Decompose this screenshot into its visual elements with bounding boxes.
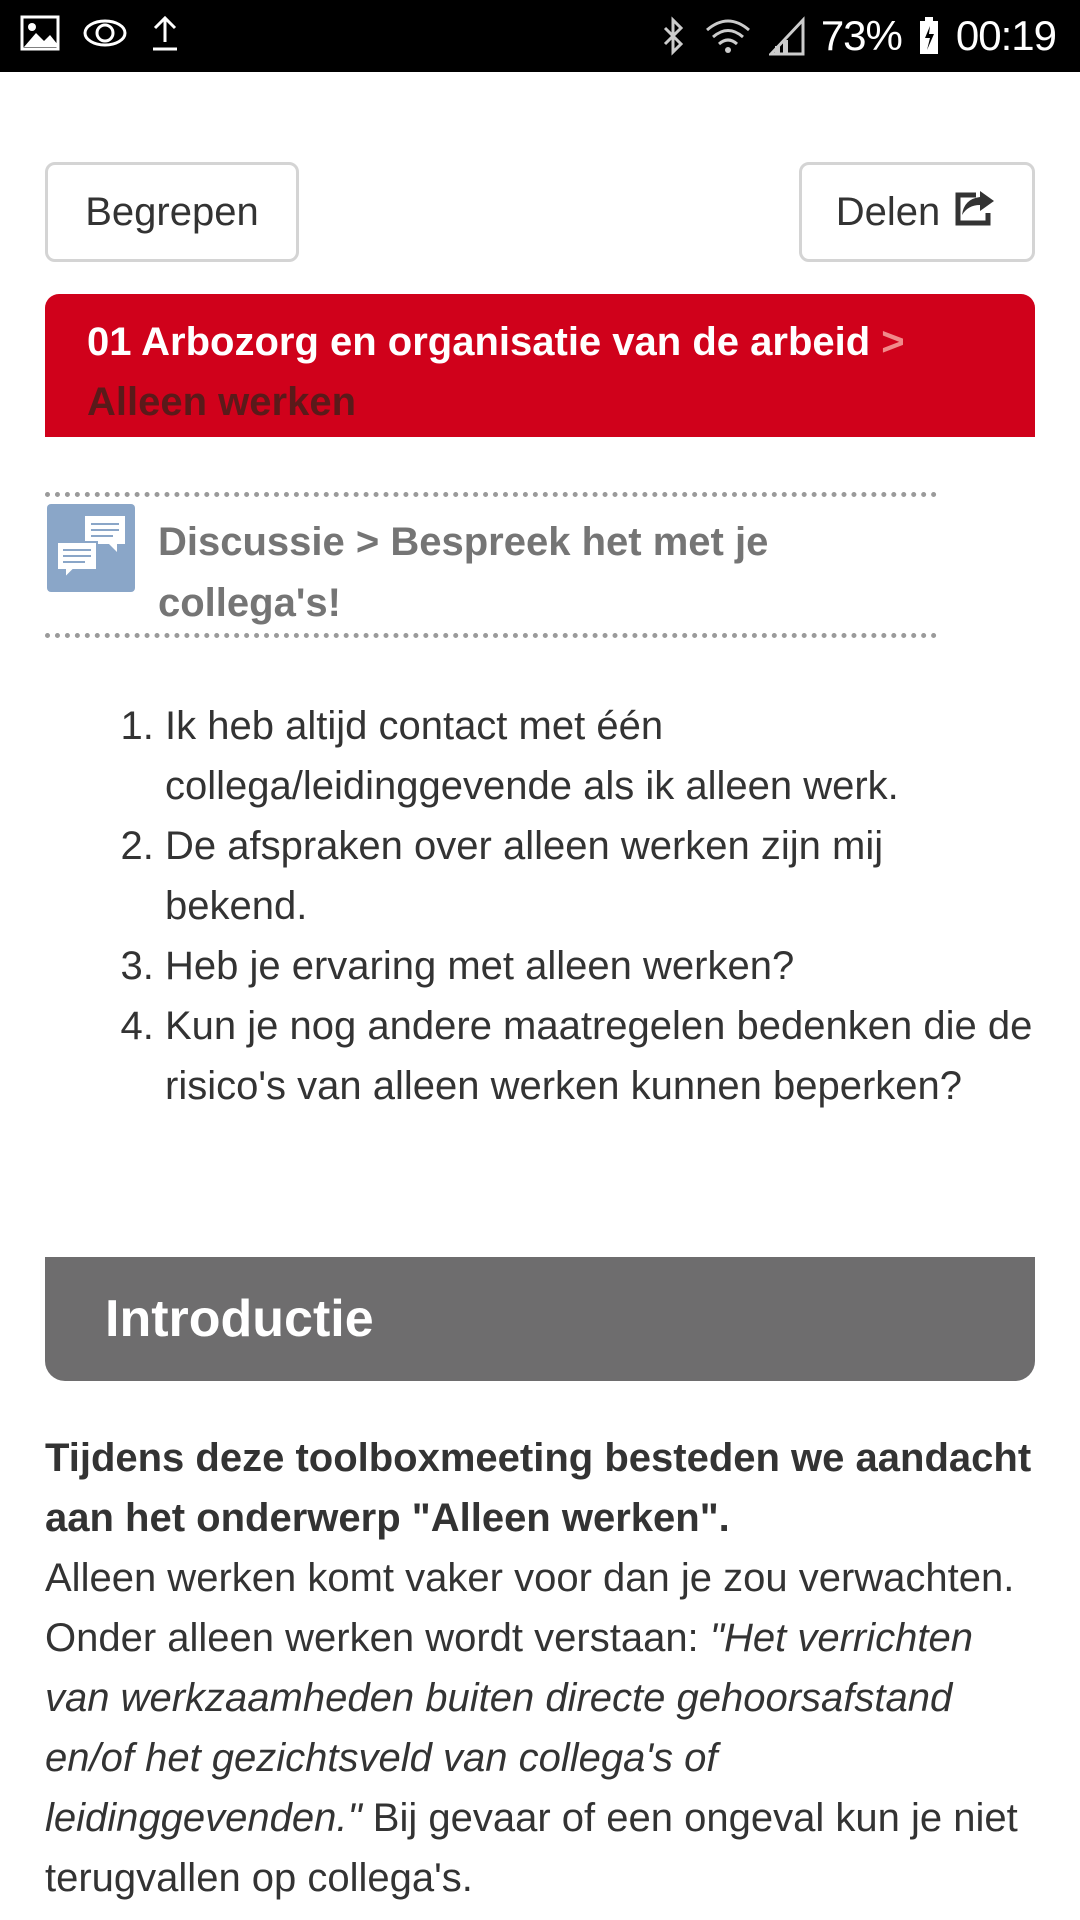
intro-text-after: Bij gevaar of een ongeval kun je niet terugvallen op collega's. <box>45 1796 1018 1900</box>
breadcrumb-current: Alleen werken <box>87 380 357 424</box>
divider-bottom <box>45 633 937 638</box>
intro-lead: Tijdens deze toolboxmeeting besteden we aandacht aan het onderwerp "Alleen werken". <box>45 1436 1032 1540</box>
breadcrumb-separator: > <box>881 320 905 364</box>
battery-icon <box>918 16 940 56</box>
wifi-icon <box>703 16 753 56</box>
question-list <box>165 696 1035 1116</box>
image-icon <box>20 15 60 51</box>
upload-icon <box>150 14 180 52</box>
discussion-title: Discussie > Bespreek het met je collega's! <box>158 520 769 625</box>
signal-icon <box>769 16 805 56</box>
section-header-introduction <box>45 1257 1035 1381</box>
cloud-sync-icon <box>82 15 128 51</box>
battery-percentage: 73% <box>820 12 902 59</box>
section-title: Introductie <box>105 1290 374 1348</box>
share-icon <box>954 187 998 237</box>
list-item: 4. Kun je nog andere maatregelen bedenken die de risico's van alleen werken kunnen beperken? <box>165 996 1035 1116</box>
breadcrumb <box>45 294 1035 437</box>
divider-top <box>45 492 937 497</box>
understood-button[interactable] <box>45 162 299 262</box>
share-button[interactable] <box>799 162 1035 262</box>
intro-body <box>45 1548 1045 1908</box>
intro-quote: "Het verrichten van werkzaamheden buiten directe gehoorsafstand en/of het gezichtsveld van collega's of leidinggevenden." <box>45 1616 973 1840</box>
breadcrumb-parent[interactable]: 01 Arbozorg en organisatie van de arbeid <box>87 320 871 364</box>
list-item: 2. De afspraken over alleen werken zijn mij bekend. <box>165 816 1035 936</box>
intro-text <box>45 1428 1045 1908</box>
intro-text-before: Alleen werken komt vaker voor dan je zou verwachten. Onder alleen werken wordt verstaan: <box>45 1556 1015 1660</box>
share-button-label: Delen <box>835 189 941 234</box>
status-bar <box>0 0 1080 72</box>
chat-bubbles-icon <box>47 504 135 592</box>
list-item: 1. Ik heb altijd contact met één collega/leidinggevende als ik alleen werk. <box>165 696 1035 816</box>
clock: 00:19 <box>955 12 1056 59</box>
list-item: 3. Heb je ervaring met alleen werken? <box>165 936 1035 996</box>
understood-button-label: Begrepen <box>85 189 259 234</box>
bluetooth-icon <box>661 16 687 56</box>
